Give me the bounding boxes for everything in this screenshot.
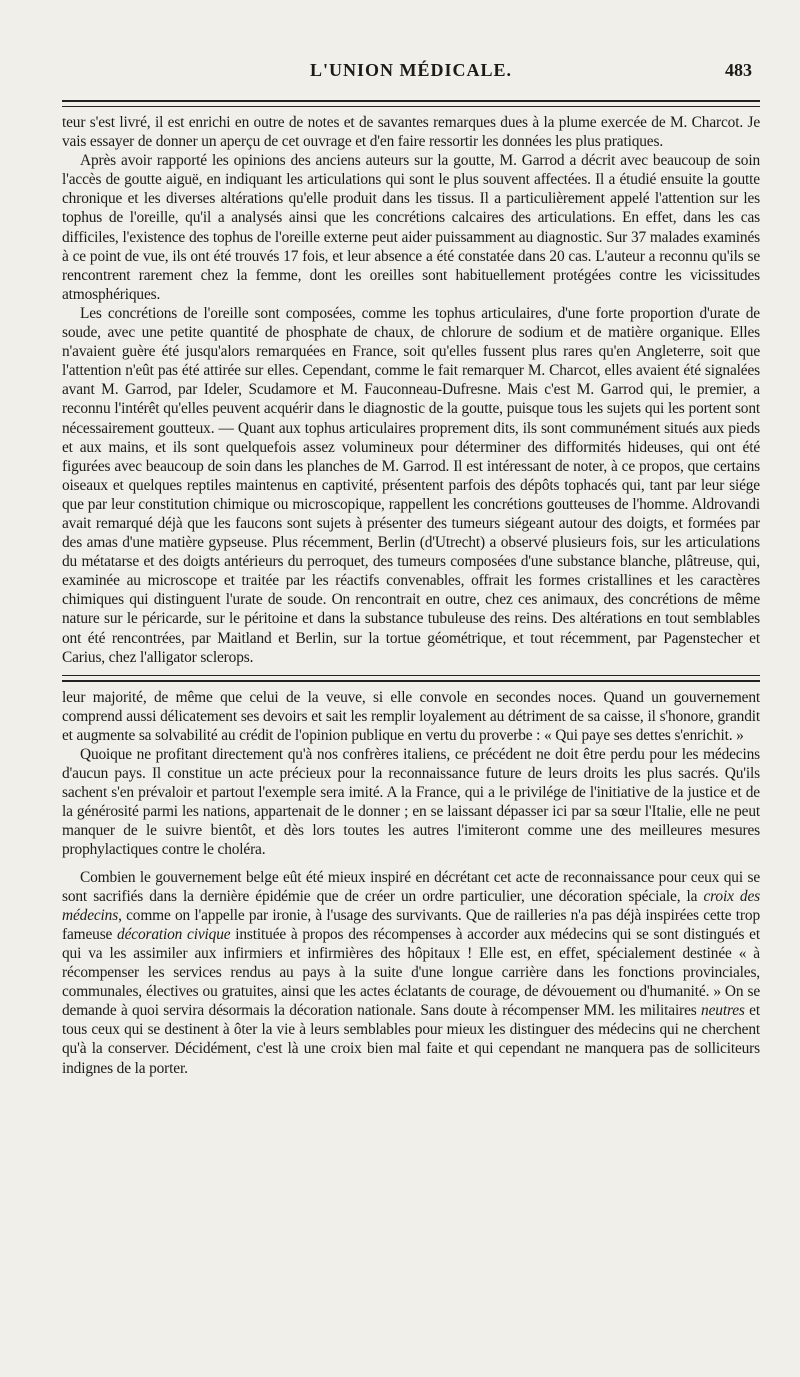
feuilleton-paragraph-3-part-a: Combien le gouvernement belge eût été mieux inspiré en décrétant cet acte de reconnaissance pour ceux qui se sont sacrifiés dans la dernière épidémie que de créer un ordre particulier, une décoration spéciale, la bbox=[62, 868, 760, 905]
feuilleton-emphasis-decoration: décoration civique bbox=[117, 925, 231, 943]
feuilleton-separator bbox=[62, 675, 760, 682]
feuilleton-paragraph-2: Quoique ne profitant directement qu'à nos confrères italiens, ce précédent ne doit être perdu pour les médecins d'aucun pays. Il constitue un acte précieux pour la reconnaissance future de leurs droits les plus sacrés. Qu'ils sachent s'en prévaloir et partout l'exemple sera imité. A la France, qui a le privilége de l'initiative de la justice et de la générosité parmi les nations, appartenait de le donner ; en se laissant dépasser ici par sa sœur l'Italie, elle ne peut manquer de le suivre bientôt, et dès lors toutes les autres l'imiteront comme une des meilleures mesures prophylactiques contre le choléra. bbox=[62, 746, 760, 859]
article-body bbox=[62, 113, 760, 667]
header-rule bbox=[62, 100, 760, 107]
feuilleton-emphasis-neutres: neutres bbox=[701, 1002, 745, 1020]
article-paragraph-3: Les concrétions de l'oreille sont composées, comme les tophus articulaires, d'une forte proportion d'urate de soude, avec une petite quantité de phosphate de chaux, de chlorure de sodium et de matière organique. Elles n'avaient guère été jusqu'alors remarquées en France, soit qu'elles fussent plus rares qu'en Angleterre, soit que l'attention n'eût pas été attirée sur elles. Cependant, comme le fait remarquer M. Charcot, elles avaient été signalées avant M. Garrod, par Ideler, Scudamore et M. Fauconneau-Dufresne. Mais c'est M. Garrod qui, le premier, a reconnu l'intérêt qu'elles peuvent acquérir dans le diagnostic de la goutte, puisque tous les sujets qui les portent sont nécessairement goutteux. — Quant aux tophus articulaires proprement dits, ils sont communément situés aux pieds et aux mains, et ils sont quelquefois assez volumineux pour déterminer des difformités hideuses, qui ont été figurées avec beaucoup de soin dans les planches de M. Garrod. Il est intéressant de noter, à ce propos, que certains oiseaux et quelques reptiles maintenus en captivité, présentent parfois des dépôts tophacés qui, tant par leur siége que par leur constitution chimique ou microscopique, rappellent les concrétions goutteuses de l'homme. Aldrovandi avait remarqué déjà que les faucons sont sujets à présenter des tumeurs siégeant autour des doigts, et formées par des amas d'une matière gypseuse. Plus récemment, Berlin (d'Utrecht) a observé plusieurs fois, sur les articulations du métatarse et des doigts antérieurs du perroquet, des tumeurs composées d'une substance blanche, plâtreuse, qui, examinée au microscope et traitée par les réactifs convenables, offrait les formes cristallines et les caractères chimiques qui distinguent l'urate de soude. On rencontrait en outre, chez ces animaux, des concrétions de même nature sur le péricarde, sur le péritoine et dans la substance tubuleuse des reins. Des altérations en tout semblables ont été rencontrées, par Maitland et Berlin, sur la tortue géométrique, et tout récemment, par Pagenstecher et Carius, chez l'alligator sclerops. bbox=[62, 304, 760, 666]
article-paragraph-2: Après avoir rapporté les opinions des anciens auteurs sur la goutte, M. Garrod a décrit avec beaucoup de soin l'accès de goutte aiguë, en indiquant les articulations qui sont le plus souvent affectées. Il a étudié ensuite la goutte chronique et les diverses altérations qu'elle produit dans les tissus. Il a particulièrement appelé l'attention sur les tophus de l'oreille, qu'il a analysés ainsi que les concrétions calcaires des articulations. En effet, dans les cas difficiles, l'existence des tophus de l'oreille externe peut aider puissamment au diagnostic. Sur 37 malades examinés à ce point de vue, ils ont été trouvés 17 fois, et leur absence a été constatée dans 20 cas. L'auteur a reconnu qu'ils se rencontrent rarement chez la femme, dont les oreilles sont habituellement protégées contre les vicissitudes atmosphériques. bbox=[62, 152, 760, 303]
article-paragraph-1: teur s'est livré, il est enrichi en outre de notes et de savantes remarques dues à la plume exercée de M. Charcot. Je vais essayer de donner un aperçu de cet ouvrage et d'en faire ressortir les données les plus pratiques. bbox=[62, 114, 760, 151]
feuilleton-paragraph-1: leur majorité, de même que celui de la veuve, si elle convole en secondes noces. Quand un gouvernement comprend aussi délicatement ses devoirs et sait les remplir loyalement au détriment de sa caisse, il s'honore, grandit et augmente sa solvabilité au crédit de l'opinion publique en vertu du proverbe : « Qui paye ses dettes s'enrichit. » bbox=[62, 688, 760, 744]
journal-title: L'UNION MÉDICALE. bbox=[309, 60, 513, 80]
feuilleton-emphasis-croix: croix des médecins bbox=[62, 887, 760, 924]
page-number: 483 bbox=[725, 60, 752, 80]
feuilleton-paragraph-3-part-b: , comme on l'appelle par ironie, à l'usage des survivants. Que de railleries n'a pas déjà inspirées cette trop fameuse bbox=[62, 906, 760, 943]
feuilleton-paragraph-3-part-c: instituée à propos des récompenses à accorder aux médecins qui se sont distingués et qui va les assimiler aux infirmiers et infirmières des hôpitaux ! Elle est, en effet, spécialement destinée « à récompenser les services rendus au pays à la suite d'une longue carrière dans les fonctions provinciales, communales, électives ou gratuites, ainsi que les actes éclatants de courage, de dévouement ou d'humanité. » On se demande à quoi servira désormais la décoration nationale. Sans doute à récompenser MM. les militaires bbox=[62, 925, 760, 1020]
feuilleton-body bbox=[62, 688, 760, 1078]
newspaper-page bbox=[0, 58, 800, 1377]
running-head bbox=[62, 58, 760, 100]
feuilleton-paragraph-3 bbox=[62, 868, 760, 1078]
feuilleton-paragraph-3-part-d: et tous ceux qui se destinent à ôter la vie à leurs semblables pour mieux les distinguer des médecins qui ne cherchent qu'à la conserver. Décidément, c'est là une croix bien mal faite et qui cependant ne manquera pas de solliciteurs indignes de la porter. bbox=[62, 1002, 760, 1077]
